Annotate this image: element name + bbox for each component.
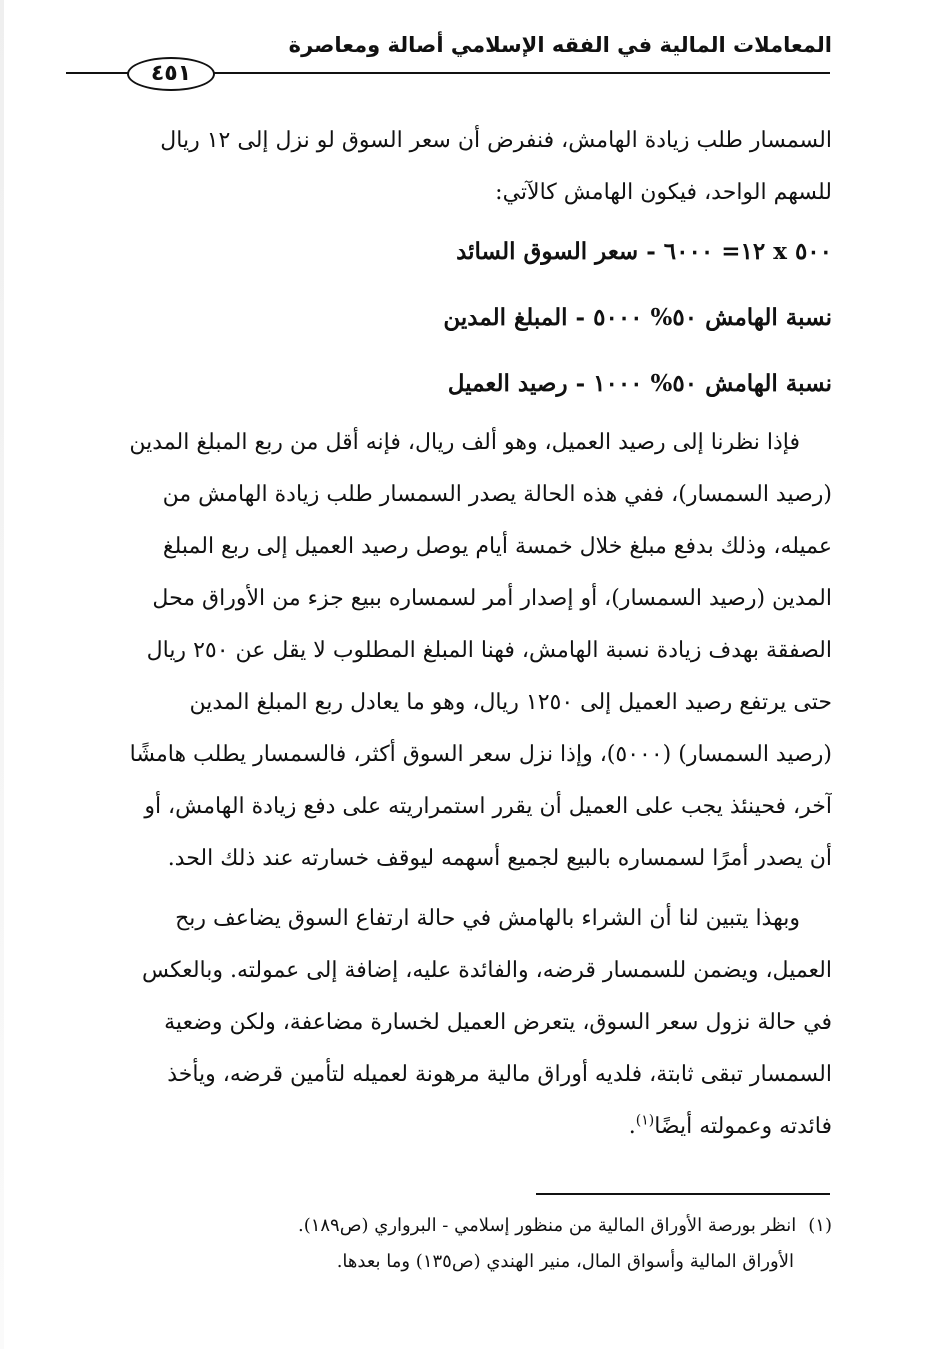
paragraph-2-line: العميل، ويضمن للسمسار قرضه، والفائدة عليه، إضافة إلى عمولته. وبالعكس	[142, 958, 832, 983]
page-number-badge	[127, 57, 215, 91]
paragraph-2-line: وبهذا يتبين لنا أن الشراء بالهامش في حالة ارتفاع السوق يضاعف ربح	[175, 906, 800, 931]
running-header-title: المعاملات المالية في الفقه الإسلامي أصالة ومعاصرة	[288, 33, 832, 57]
paragraph-2-last-line	[68, 1101, 832, 1153]
text-line: للسهم الواحد، فيكون الهامش كالآتي:	[495, 180, 832, 205]
formula-line-debit-amount: نسبة الهامش ٥٠% ٥٠٠٠ - المبلغ المدين	[443, 304, 832, 331]
paragraph-1-line: عميله، وذلك بدفع مبلغ خلال خمسة أيام يوصل رصيد العميل إلى ربع المبلغ	[162, 534, 832, 559]
footnotes-block	[68, 1208, 832, 1280]
footnote-1	[68, 1208, 832, 1244]
paragraph-1-line: المدين (رصيد السمسار)، أو إصدار أمر لسمساره ببيع جزء من الأوراق محل	[152, 586, 832, 611]
page-number: ٤٥١	[150, 61, 192, 86]
footnote-1-continuation: الأوراق المالية وأسواق المال، منير الهندي (ص١٣٥) وما بعدها.	[336, 1251, 794, 1272]
paragraph-end-period: .	[628, 1114, 636, 1139]
paragraph-1-line: (رصيد السمسار)، ففي هذه الحالة يصدر السمسار طلب زيادة الهامش من	[162, 482, 832, 507]
paragraph-1-line: الصفقة بهدف زيادة نسبة الهامش، فهنا المبلغ المطلوب لا يقل عن ٢٥٠ ريال	[146, 638, 832, 663]
paragraph-1-line: أن يصدر أمرًا لسمساره بالبيع لجميع أسهمه ليوقف خسارته عند ذلك الحد.	[167, 846, 832, 871]
footnote-separator	[536, 1193, 830, 1195]
formula-line-market-price: ٥٠٠ x ١٢= ٦٠٠٠ - سعر السوق السائد	[456, 238, 832, 265]
paragraph-1-line: آخر، فحينئذ يجب على العميل أن يقرر استمراريته على دفع زيادة الهامش، أو	[144, 794, 832, 819]
paragraph-1-line: فإذا نظرنا إلى رصيد العميل، وهو ألف ريال، فإنه أقل من ربع المبلغ المدين	[129, 430, 800, 455]
scan-edge-shadow	[0, 0, 4, 1349]
footnote-number: (١)	[808, 1215, 832, 1236]
paragraph-2-line: السمسار تبقى ثابتة، فلديه أوراق مالية مرهونة لعميله لتأمين قرضه، ويأخذ	[167, 1062, 832, 1087]
formula-line-client-balance: نسبة الهامش ٥٠% ١٠٠٠ - رصيد العميل	[447, 370, 832, 397]
paragraph-2-final-text: فائدته وعمولته أيضًا	[654, 1114, 832, 1139]
main-text-block	[68, 115, 832, 1153]
paragraph-1-line: (رصيد السمسار) (٥٠٠٠)، وإذا نزل سعر السوق أكثر، فالسمسار يطلب هامشًا	[129, 742, 832, 767]
paragraph-2-line: في حالة نزول سعر السوق، يتعرض العميل لخسارة مضاعفة، ولكن وضعية	[164, 1010, 832, 1035]
paragraph-1-line: حتى يرتفع رصيد العميل إلى ١٢٥٠ ريال، وهو ما يعادل ربع المبلغ المدين	[189, 690, 832, 715]
text-line: السمسار طلب زيادة الهامش، فنفرض أن سعر السوق لو نزل إلى ١٢ ريال	[160, 128, 832, 153]
footnote-reference[interactable]: (١)	[635, 1112, 655, 1129]
footnote-text: انظر بورصة الأوراق المالية من منظور إسلامي - البرواري (ص١٨٩).	[297, 1215, 797, 1236]
